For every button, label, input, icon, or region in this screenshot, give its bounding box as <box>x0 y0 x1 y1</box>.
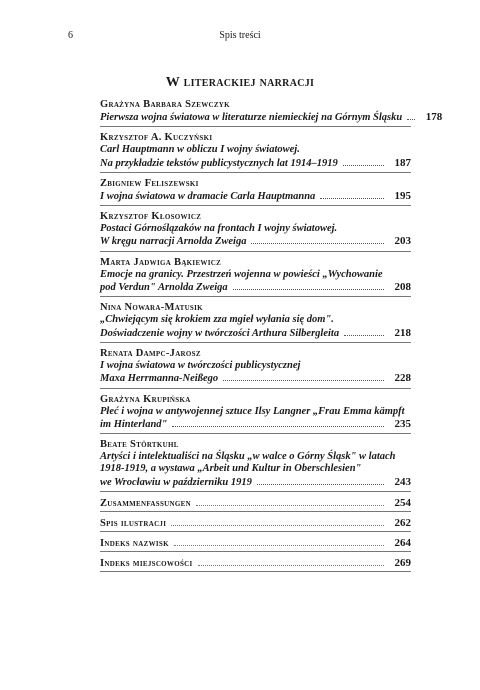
toc-page-number: 269 <box>394 557 411 570</box>
toc-page-number: 243 <box>394 475 411 488</box>
dot-leader <box>320 198 384 199</box>
dot-leader <box>171 525 384 526</box>
dot-leader <box>344 335 384 336</box>
toc-back-matter-row <box>100 557 411 569</box>
toc-back-matter-row <box>100 517 411 529</box>
dot-leader <box>223 380 384 381</box>
toc-entry <box>100 257 411 298</box>
toc-title-line: Maxa Herrmanna-Neißego <box>100 373 219 385</box>
toc-title-last-line <box>100 190 411 203</box>
toc-page-number: 203 <box>394 235 411 248</box>
dot-leader <box>343 165 384 166</box>
toc-author: Grażyna Barbara Szewczyk <box>100 99 230 110</box>
toc-back-matter-entry <box>100 557 411 572</box>
toc-title-line: Artyści i intelektualiści na Śląsku „w walce o Górny Śląsk" w latach <box>100 451 396 463</box>
toc-page-number: 254 <box>394 497 411 510</box>
toc-title-line: Emocje na granicy. Przestrzeń wojenna w powieści „Wychowanie <box>100 268 383 280</box>
toc-title-line: I wojna światowa w twórczości publicystycznej <box>100 359 301 371</box>
toc-entry <box>100 132 411 173</box>
toc-author: Beate Störtkuhl <box>100 439 179 451</box>
toc-title-last-line <box>100 476 411 489</box>
toc-page-number: 178 <box>425 111 443 123</box>
dot-leader <box>172 426 384 427</box>
dot-leader <box>198 565 384 566</box>
toc-entry <box>100 302 411 343</box>
toc-entry <box>100 394 411 435</box>
dot-leader <box>196 505 384 506</box>
toc-author: Zbigniew Feliszewski <box>100 177 199 189</box>
dot-leader <box>174 545 384 546</box>
toc-back-matter-label: Zusammenfassungen <box>100 498 191 510</box>
toc-title-line: we Wrocławiu w październiku 1919 <box>100 476 252 488</box>
dot-leader <box>233 289 384 290</box>
toc-page-number: 264 <box>394 537 411 550</box>
toc-back-matter-label: Indeks miejscowości <box>100 558 193 570</box>
toc-back-matter-entry <box>100 517 411 532</box>
toc-title-last-line <box>100 235 411 248</box>
toc-page-number: 208 <box>394 281 411 294</box>
toc-page-number: 195 <box>394 189 411 202</box>
toc-title-last-line <box>100 418 411 431</box>
toc-page-number: 228 <box>394 372 411 385</box>
toc-title-line: „Chwiejącym się krokiem zza mgieł wyłania się dom". <box>100 314 334 326</box>
toc-title-line: Pierwsza wojna światowa w literaturze niemieckiej na Górnym Śląsku <box>100 112 403 123</box>
toc-title-line: Postaci Górnoślązaków na frontach I wojny światowej. <box>100 223 338 235</box>
toc-back-matter-label: Indeks nazwisk <box>100 538 169 550</box>
toc-entry <box>100 211 411 252</box>
toc-back-matter-row <box>100 497 411 509</box>
toc-page-number: 262 <box>394 517 411 530</box>
dot-leader <box>257 484 384 485</box>
toc-entry <box>100 348 411 389</box>
toc-back-matter-entry <box>100 537 411 552</box>
toc-author: Krzysztof Kłosowicz <box>100 211 202 223</box>
page-number: 6 <box>68 30 73 41</box>
toc-entry <box>100 178 411 206</box>
toc-back-matter-label: Spis ilustracji <box>100 518 167 530</box>
toc-back-matter-entry <box>100 497 411 512</box>
toc-entry <box>100 99 443 127</box>
toc-page-number: 235 <box>394 417 411 430</box>
toc-author: Renata Dampc-Jarosz <box>100 347 201 359</box>
dot-leader <box>407 119 415 120</box>
toc-author: Krzysztof A. Kuczyński <box>100 132 213 144</box>
toc-back-matter-row <box>100 537 411 549</box>
toc-page-number: 218 <box>394 326 411 339</box>
dot-leader <box>251 243 384 244</box>
toc-author: Nina Nowara-Matusik <box>100 302 203 314</box>
page-header <box>68 30 412 44</box>
toc-entry <box>100 439 411 492</box>
toc-title-last-line <box>100 111 443 124</box>
toc-author: Grażyna Krupińska <box>100 393 191 405</box>
toc-title-line: pod Verdun" Arnolda Zweiga <box>100 282 228 294</box>
toc-author: Marta Jadwiga Bąkiewicz <box>100 256 222 268</box>
toc-title-last-line <box>100 327 411 340</box>
running-title: Spis treści <box>219 30 261 41</box>
toc-title-line: im Hinterland" <box>100 418 168 430</box>
toc-title-line: I wojna światowa w dramacie Carla Hauptmanna <box>100 190 316 202</box>
toc-title-line: Na przykładzie tekstów publicystycznych lat 1914–1919 <box>100 157 338 169</box>
toc-title-line: 1918-1919, a wystawa „Arbeit und Kultur in Oberschlesien" <box>100 463 362 475</box>
toc-title-last-line <box>100 372 411 385</box>
toc-title-line: Carl Hauptmann w obliczu I wojny światowej. <box>100 144 300 156</box>
toc-title-line: Płeć i wojna w antywojennej sztuce Ilsy Langner „Frau Emma kämpft <box>100 405 405 417</box>
toc-title-last-line <box>100 281 411 294</box>
section-heading: W literackiej narracji <box>165 75 315 90</box>
toc-page-number: 187 <box>394 156 411 169</box>
toc-title-line: Doświadczenie wojny w twórczości Arthura Silbergleita <box>100 327 340 339</box>
toc-title-last-line <box>100 157 411 170</box>
toc-title-line: W kręgu narracji Arnolda Zweiga <box>100 236 247 248</box>
table-of-contents <box>100 99 443 577</box>
